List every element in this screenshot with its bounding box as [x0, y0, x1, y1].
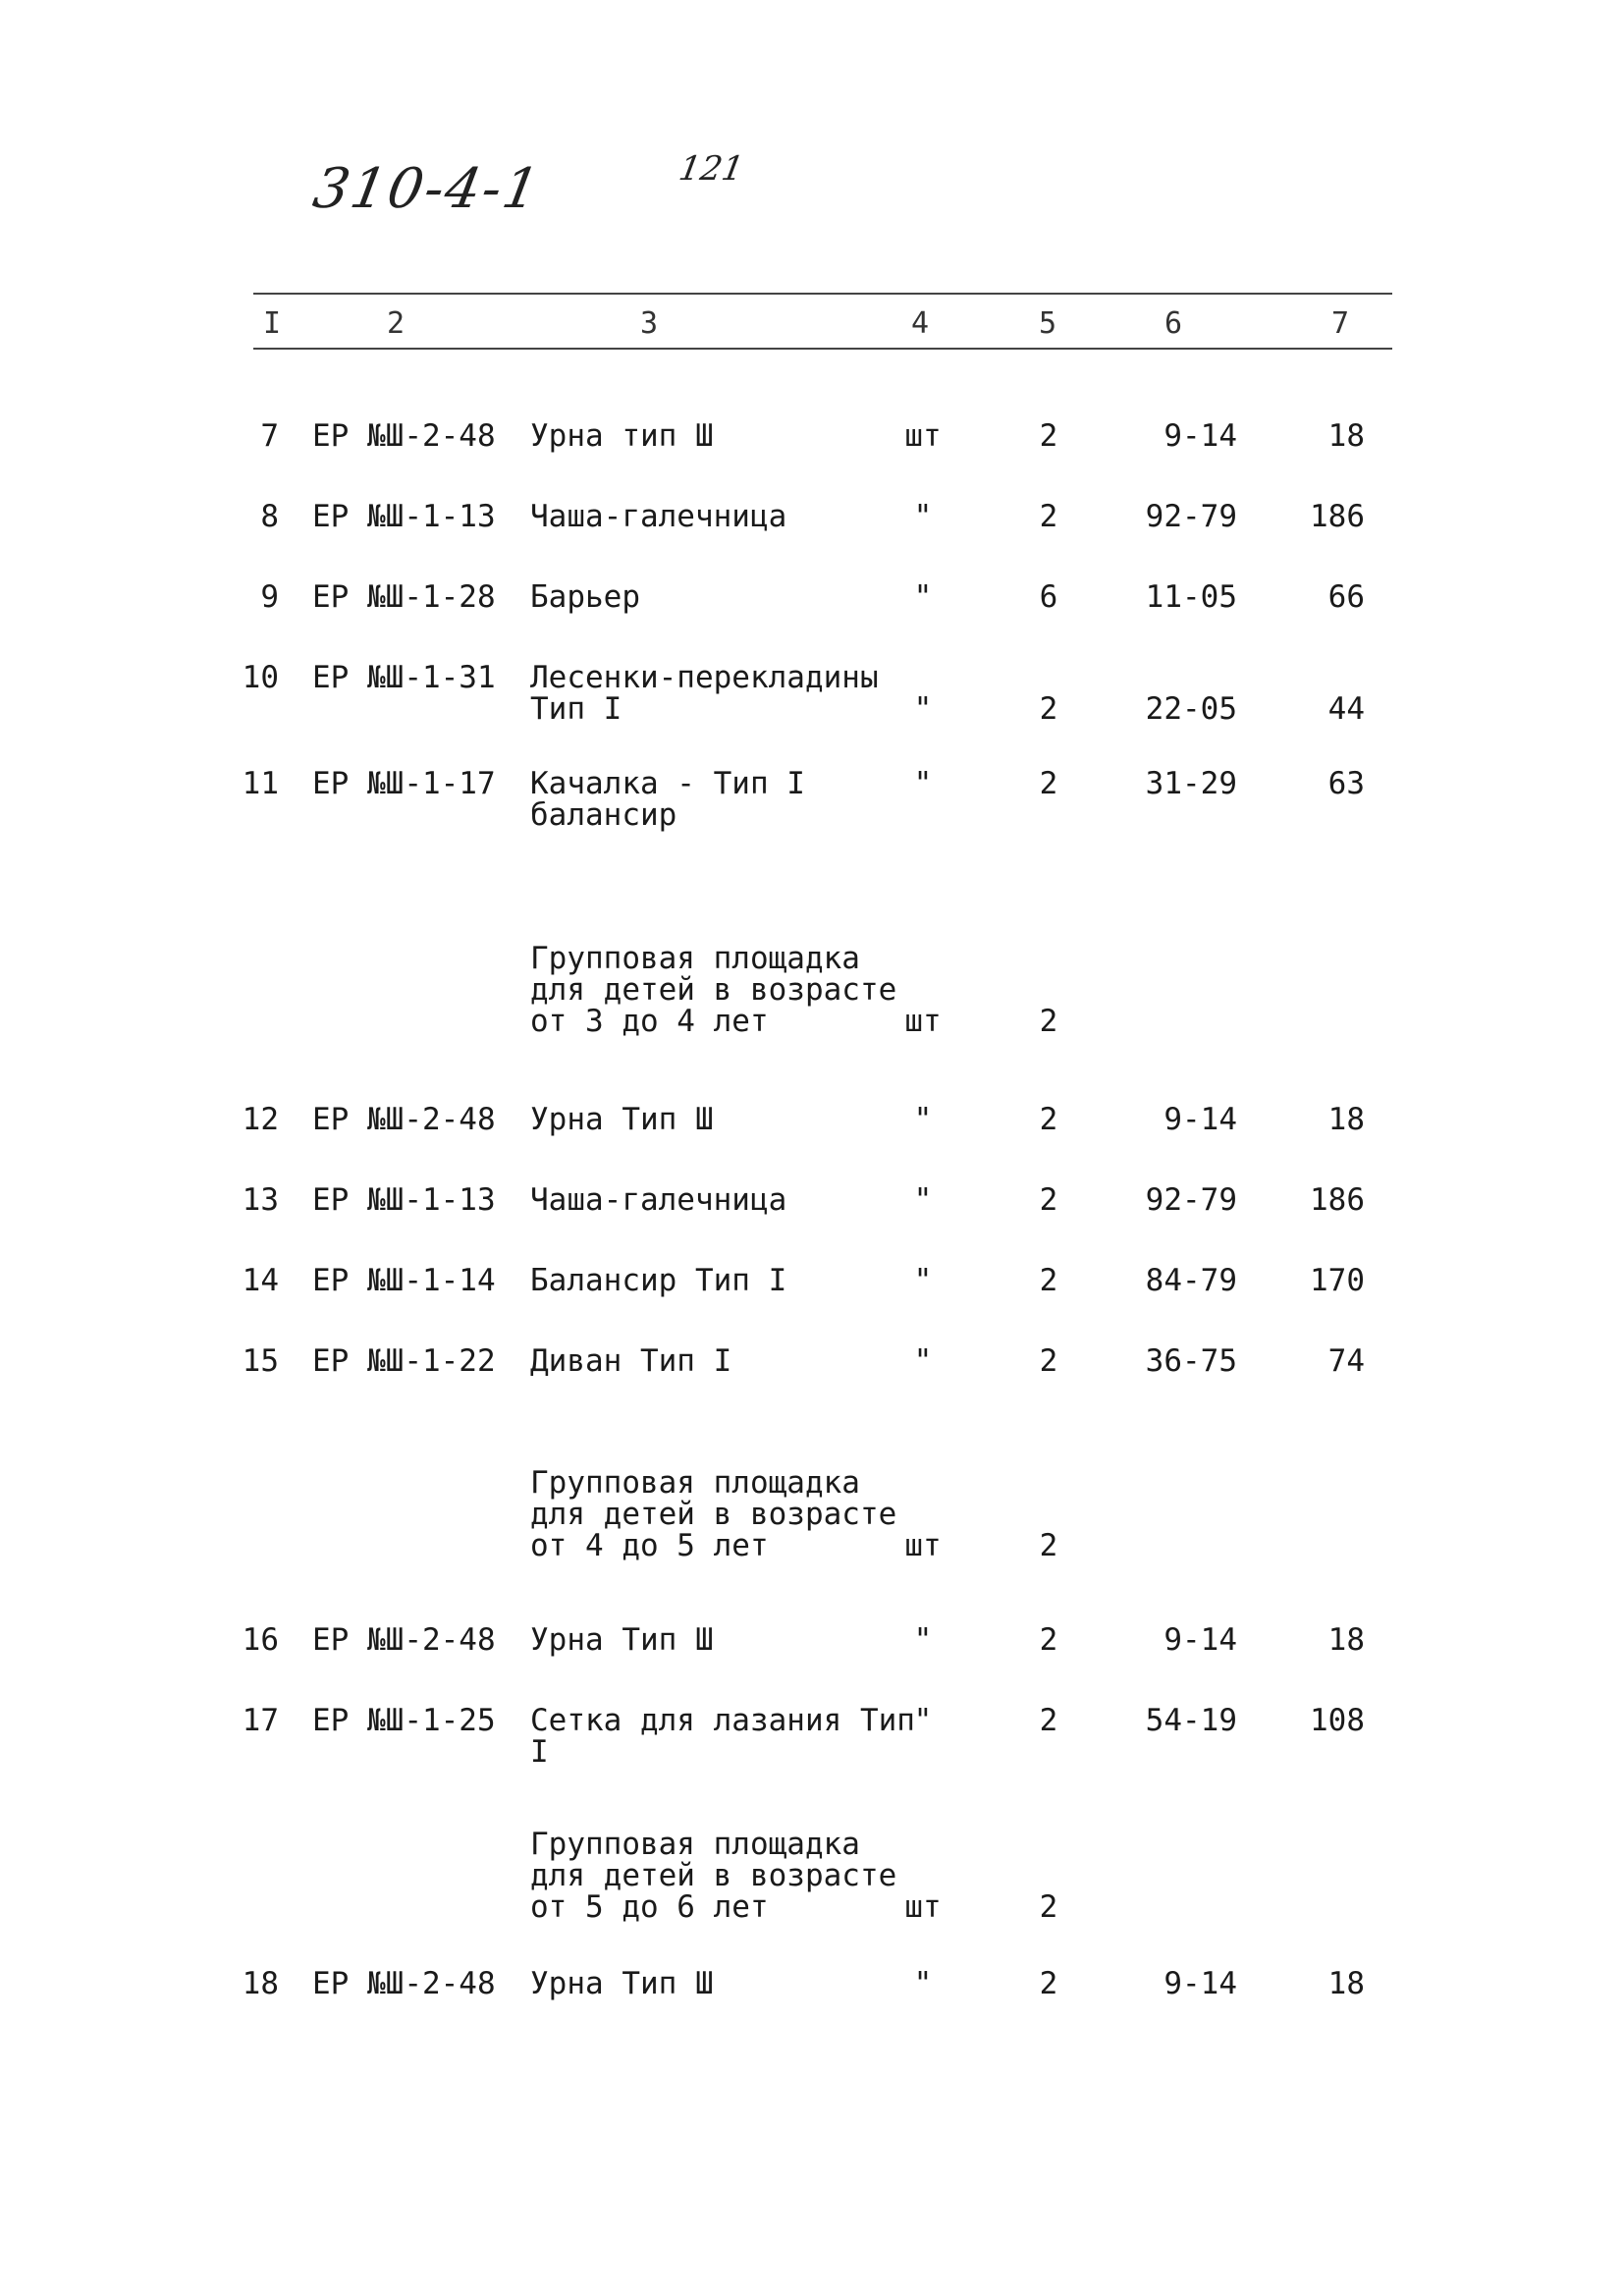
catalog-code: ЕР №Ш-1-13: [312, 1182, 496, 1218]
unit: шт: [904, 1004, 942, 1039]
total: 18: [1327, 1622, 1365, 1658]
unit-price: 36-75: [1145, 1343, 1237, 1379]
item-name: Качалка - Тип I балансир: [530, 766, 805, 833]
quantity: 2: [1039, 1182, 1058, 1218]
unit: шт: [904, 418, 942, 454]
unit: ": [913, 1703, 933, 1738]
quantity: 2: [1039, 1703, 1058, 1738]
unit: ": [913, 691, 933, 727]
catalog-code: ЕР №Ш-1-13: [312, 499, 496, 534]
unit-price: 9-14: [1163, 1102, 1237, 1137]
quantity: 2: [1039, 1263, 1058, 1298]
quantity: 2: [1039, 1889, 1058, 1925]
total: 186: [1310, 499, 1365, 534]
unit-price: 84-79: [1145, 1263, 1237, 1298]
item-name: Балансир Тип I: [530, 1263, 787, 1298]
total: 74: [1327, 1343, 1365, 1379]
total: 170: [1310, 1263, 1365, 1298]
quantity: 2: [1039, 1622, 1058, 1658]
quantity: 2: [1039, 691, 1058, 727]
total: 18: [1327, 418, 1365, 454]
catalog-code: ЕР №Ш-1-28: [312, 579, 496, 615]
total: 18: [1327, 1102, 1365, 1137]
unit: ": [913, 1182, 933, 1218]
catalog-code: ЕР №Ш-1-22: [312, 1343, 496, 1379]
column-header-1: I: [263, 306, 282, 341]
column-header-3: 3: [640, 306, 659, 341]
row-number: 13: [242, 1182, 279, 1218]
item-name: Лесенки-перекладины Тип I: [530, 660, 879, 727]
unit-price: 11-05: [1145, 579, 1237, 615]
unit: ": [913, 766, 933, 801]
total: 66: [1327, 579, 1365, 615]
catalog-code: ЕР №Ш-1-17: [312, 766, 496, 801]
unit: ": [913, 1102, 933, 1137]
column-header-5: 5: [1039, 306, 1057, 341]
row-number: 12: [242, 1102, 279, 1137]
catalog-code: ЕР №Ш-2-48: [312, 1622, 496, 1658]
total: 44: [1327, 691, 1365, 727]
row-number: 14: [242, 1263, 279, 1298]
quantity: 6: [1039, 579, 1058, 615]
page-number: 121: [676, 149, 747, 189]
total: 63: [1327, 766, 1365, 801]
unit: ": [913, 1622, 933, 1658]
unit-price: 92-79: [1145, 1182, 1237, 1218]
unit-price: 22-05: [1145, 691, 1237, 727]
row-number: 7: [260, 418, 279, 454]
item-name: Урна Тип Ш: [530, 1622, 714, 1658]
quantity: 2: [1039, 1004, 1058, 1039]
unit: ": [913, 1343, 933, 1379]
item-name: Урна Тип Ш: [530, 1102, 714, 1137]
item-name: Чаша-галечница: [530, 1182, 787, 1218]
unit-price: 31-29: [1145, 766, 1237, 801]
row-number: 11: [242, 766, 279, 801]
row-number: 10: [242, 660, 279, 695]
unit: ": [913, 1966, 933, 2001]
quantity: 2: [1039, 1966, 1058, 2001]
unit: шт: [904, 1528, 942, 1563]
item-name: Групповая площадка для детей в возрасте от 3 до 4 лет: [530, 941, 897, 1039]
item-name: Урна тип Ш: [530, 418, 714, 454]
unit: ": [913, 1263, 933, 1298]
catalog-code: ЕР №Ш-1-25: [312, 1703, 496, 1738]
catalog-code: ЕР №Ш-2-48: [312, 1966, 496, 2001]
item-name: Чаша-галечница: [530, 499, 787, 534]
unit: ": [913, 499, 933, 534]
column-header-6: 6: [1164, 306, 1183, 341]
item-name: Групповая площадка для детей в возрасте от 5 до 6 лет: [530, 1827, 897, 1925]
total: 108: [1310, 1703, 1365, 1738]
item-name: Урна Тип Ш: [530, 1966, 714, 2001]
total: 18: [1327, 1966, 1365, 2001]
row-number: 18: [242, 1966, 279, 2001]
unit: ": [913, 579, 933, 615]
item-name: Барьер: [530, 579, 640, 615]
quantity: 2: [1039, 1528, 1058, 1563]
quantity: 2: [1039, 418, 1058, 454]
row-number: 8: [260, 499, 279, 534]
quantity: 2: [1039, 766, 1058, 801]
header-top-rule: [253, 293, 1392, 295]
quantity: 2: [1039, 1102, 1058, 1137]
header-bottom-rule: [253, 348, 1392, 350]
unit-price: 9-14: [1163, 418, 1237, 454]
row-number: 16: [242, 1622, 279, 1658]
item-name: Сетка для лазания Тип I: [530, 1703, 915, 1770]
catalog-code: ЕР №Ш-2-48: [312, 418, 496, 454]
catalog-code: ЕР №Ш-1-14: [312, 1263, 496, 1298]
item-name: Групповая площадка для детей в возрасте от 4 до 5 лет: [530, 1465, 897, 1563]
unit: шт: [904, 1889, 942, 1925]
item-name: Диван Тип I: [530, 1343, 732, 1379]
quantity: 2: [1039, 499, 1058, 534]
unit-price: 9-14: [1163, 1622, 1237, 1658]
row-number: 15: [242, 1343, 279, 1379]
document-code: 310-4-1: [308, 157, 546, 221]
unit-price: 54-19: [1145, 1703, 1237, 1738]
total: 186: [1310, 1182, 1365, 1218]
row-number: 17: [242, 1703, 279, 1738]
unit-price: 92-79: [1145, 499, 1237, 534]
row-number: 9: [260, 579, 279, 615]
catalog-code: ЕР №Ш-1-31: [312, 660, 496, 695]
catalog-code: ЕР №Ш-2-48: [312, 1102, 496, 1137]
unit-price: 9-14: [1163, 1966, 1237, 2001]
column-header-4: 4: [911, 306, 930, 341]
column-header-7: 7: [1331, 306, 1350, 341]
column-header-2: 2: [387, 306, 406, 341]
quantity: 2: [1039, 1343, 1058, 1379]
